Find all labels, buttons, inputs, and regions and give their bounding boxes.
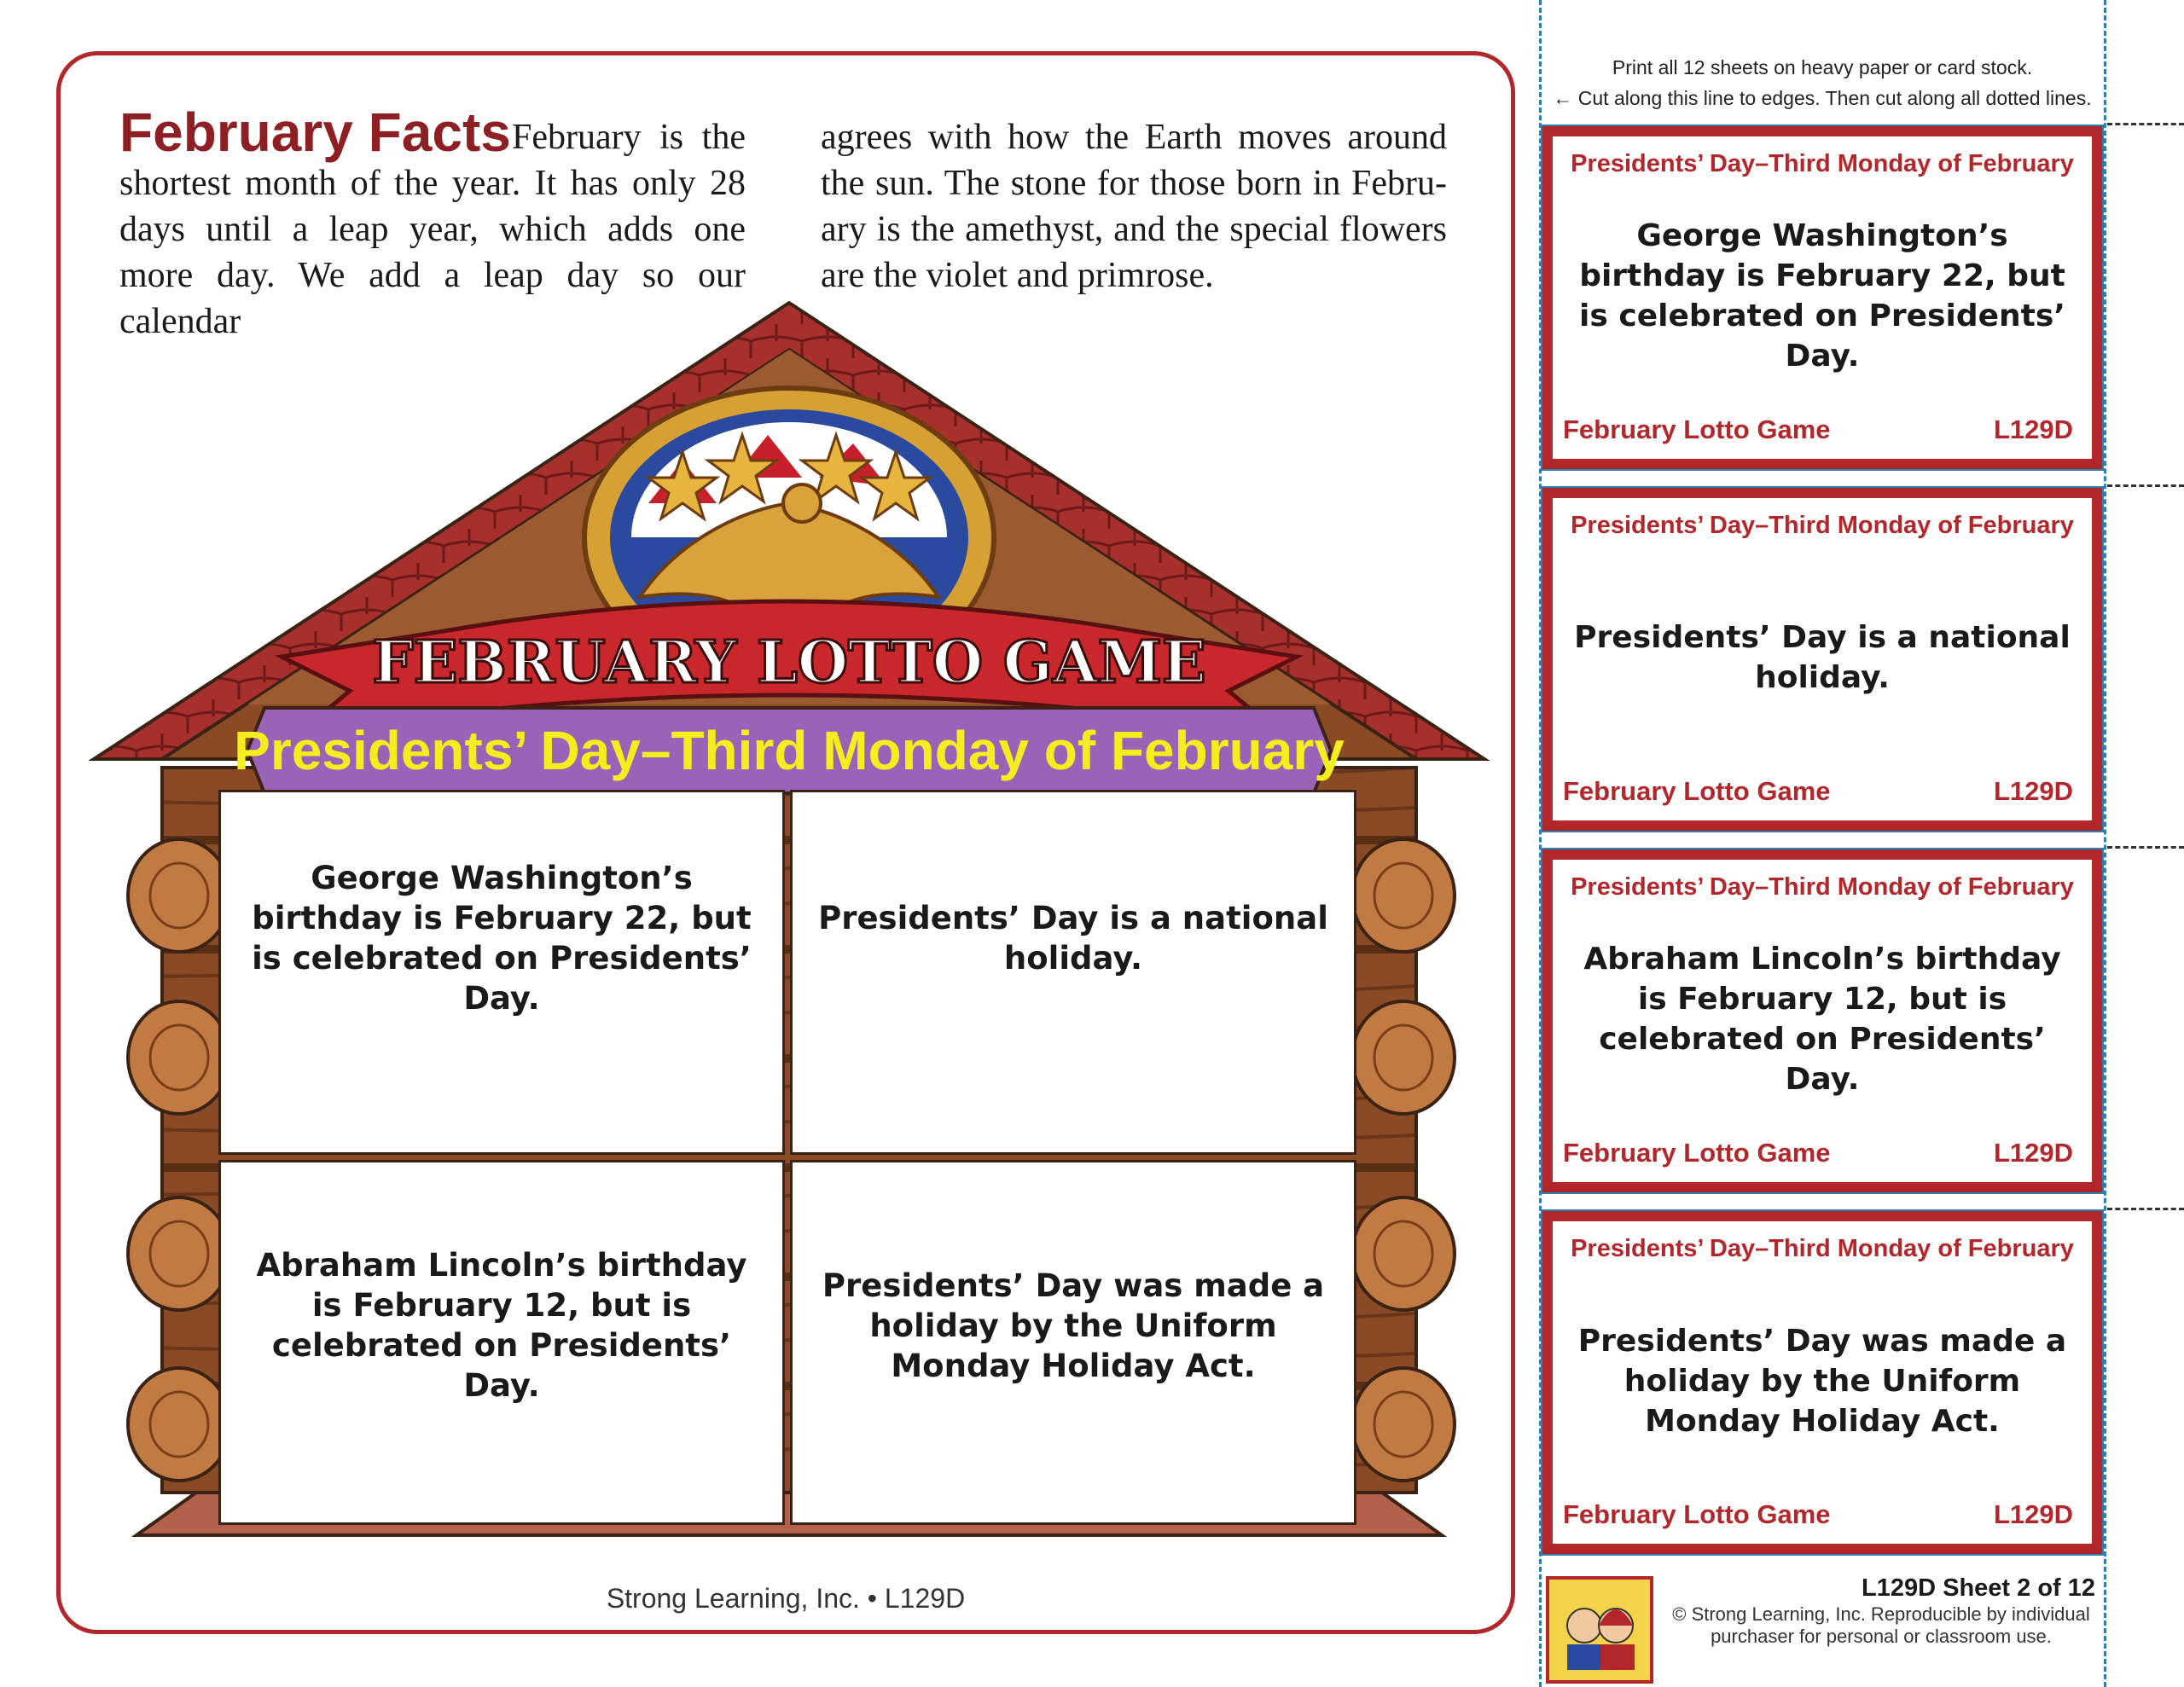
card-code: L129D: [1993, 1138, 2073, 1168]
calling-card[interactable]: [1541, 486, 2104, 832]
calling-card[interactable]: [1541, 125, 2104, 471]
banner-subtitle: Presidents’ Day–Third Monday of February: [234, 720, 1345, 781]
cut-instruction: ← Cut along this line to edges. Then cut along all dotted lines.: [1553, 87, 2092, 109]
facts-paragraph-1: February is the shortest month of the year. It has only 28 days until a leap year, which adds one more day. We add a leap day so our calendar: [119, 118, 746, 341]
banner-title: FEBRUARY LOTTO GAME: [372, 629, 1206, 697]
facts-paragraph-2: agrees with how the Earth moves around the sun. The stone for those born in Febru-ary is the amethyst, and the special flowers are the violet and primrose.: [821, 118, 1447, 295]
card-body: George Washington’s birthday is February 22, but is celebrated on Presidents’ Day.: [1579, 218, 2065, 374]
card-body: Abraham Lincoln’s birthday is February 12, but is celebrated on Presidents’ Day.: [1583, 942, 2061, 1097]
card-header: Presidents’ Day–Third Monday of February: [1571, 150, 2074, 177]
calling-card[interactable]: [1541, 1209, 2104, 1556]
cut-mark: [2107, 1208, 2184, 1210]
facts-title: February Facts: [119, 101, 511, 163]
strong-learning-logo: [1546, 1576, 1653, 1684]
cut-mark: [2107, 123, 2184, 125]
card-header: Presidents’ Day–Third Monday of February: [1571, 1235, 2074, 1262]
calling-card[interactable]: [1541, 848, 2104, 1194]
card-game-label: February Lotto Game: [1563, 1499, 1831, 1529]
print-instruction: Print all 12 sheets on heavy paper or card stock.: [1612, 56, 2033, 78]
card-code: L129D: [1993, 776, 2073, 806]
card-game-label: February Lotto Game: [1563, 776, 1831, 806]
lotto-cell[interactable]: George Washington’s birthday is February 22, but is celebrated on Presidents’ Day.: [218, 790, 785, 1155]
card-game-label: February Lotto Game: [1563, 1138, 1831, 1168]
board-footer: Strong Learning, Inc. • L129D: [606, 1583, 966, 1614]
card-game-label: February Lotto Game: [1563, 415, 1831, 444]
sheet-label: L129D Sheet 2 of 12: [1862, 1574, 2095, 1602]
lotto-cell[interactable]: Presidents’ Day is a national holiday.: [790, 790, 1356, 1155]
subtitle-banner: [234, 708, 1345, 793]
lotto-cell[interactable]: Abraham Lincoln’s birthday is February 12, but is celebrated on Presidents’ Day.: [218, 1160, 785, 1525]
card-header: Presidents’ Day–Third Monday of February: [1571, 873, 2074, 901]
card-header: Presidents’ Day–Third Monday of February: [1571, 512, 2074, 539]
cut-mark: [2107, 484, 2184, 487]
card-body: Presidents’ Day was made a holiday by the Uniform Monday Holiday Act.: [1577, 1323, 2067, 1439]
card-code: L129D: [1993, 415, 2073, 444]
lotto-cell[interactable]: Presidents’ Day was made a holiday by the Uniform Monday Holiday Act.: [790, 1160, 1356, 1525]
card-body: Presidents’ Day is a national holiday.: [1574, 620, 2071, 695]
cut-mark: [2107, 846, 2184, 849]
cut-line-right: [2104, 0, 2106, 1687]
copyright-notice: © Strong Learning, Inc. Reproducible by individual purchaser for personal or classroom use.: [1672, 1603, 2090, 1647]
card-code: L129D: [1993, 1499, 2073, 1529]
